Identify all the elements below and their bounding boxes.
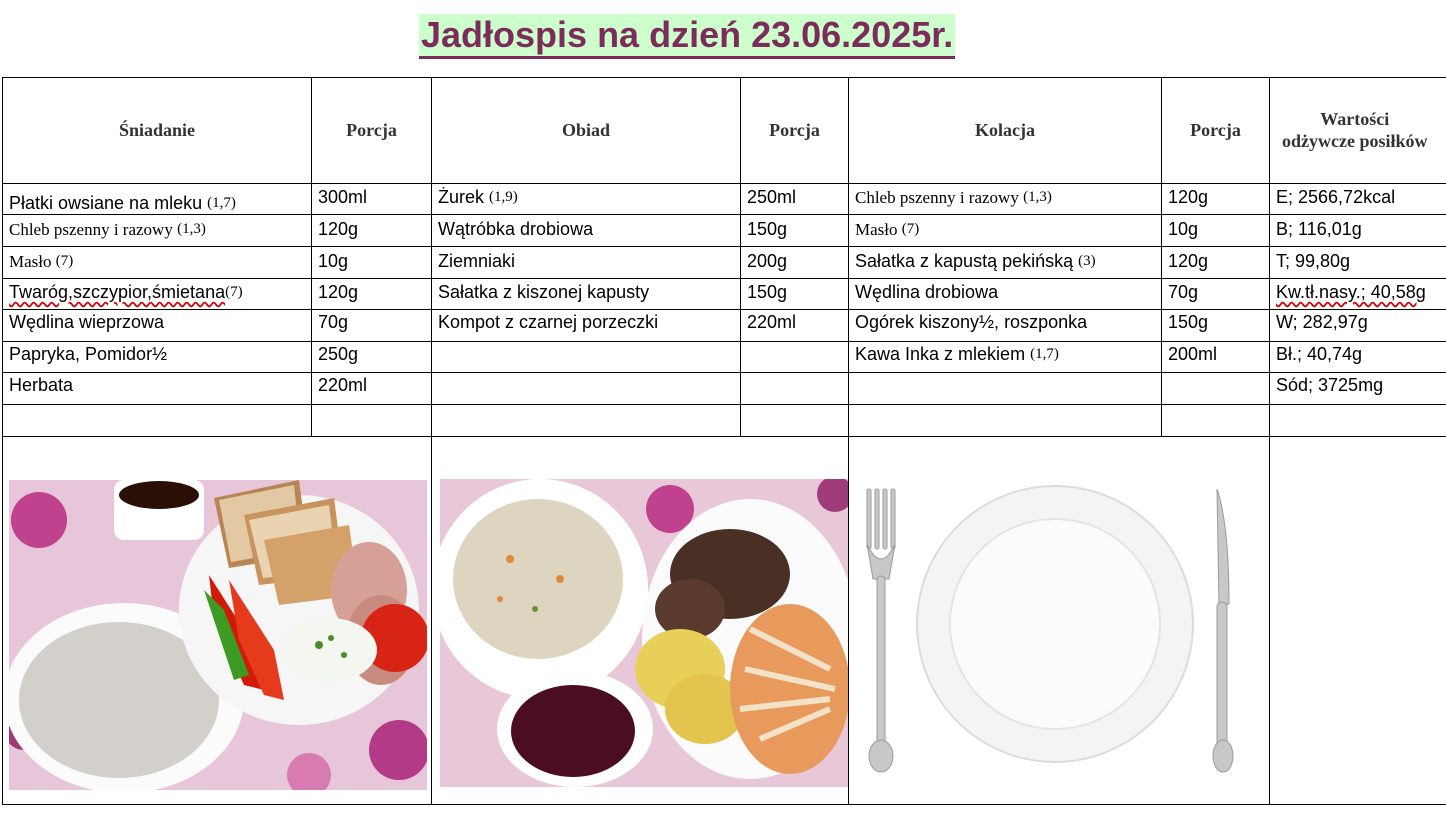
breakfast-item-4: Twaróg,szczypior,śmietana (7): [9, 282, 243, 302]
breakfast-item-1: Płatki owsiane na mleku (1,7): [9, 193, 236, 213]
header-nutrition-line2: odżywcze posiłków: [1282, 131, 1428, 151]
header-portion-breakfast: Porcja: [346, 120, 397, 140]
breakfast-portion-4: 120g: [318, 282, 359, 302]
dinner-item-1: Chleb pszenny i razowy (1,3): [855, 187, 1052, 207]
lunch-portion-1: 250ml: [747, 187, 797, 207]
header-portion-lunch: Porcja: [769, 120, 820, 140]
header-lunch: Obiad: [561, 120, 611, 140]
dinner-portion-1: 120g: [1168, 187, 1209, 207]
dinner-item-5: Ogórek kiszony½, roszponka: [855, 312, 1088, 332]
breakfast-item-5: Wędlina wieprzowa: [9, 312, 165, 332]
nutrition-fat: T; 99,80g: [1276, 251, 1351, 271]
header-breakfast: Śniadanie: [118, 120, 196, 140]
dinner-portion-5: 150g: [1168, 312, 1209, 332]
dinner-portion-3: 120g: [1168, 251, 1209, 271]
lunch-tray-photo: [440, 479, 848, 787]
nutrition-protein: B; 116,01g: [1276, 219, 1362, 239]
lunch-portion-2: 150g: [747, 219, 788, 239]
lunch-portion-3: 200g: [747, 251, 788, 271]
nutrition-carbs: W; 282,97g: [1276, 312, 1368, 332]
dinner-item-6: Kawa Inka z mlekiem (1,7): [855, 344, 1059, 364]
lunch-item-1: Żurek (1,9): [438, 187, 518, 207]
header-nutrition-line1: Wartości: [1320, 109, 1390, 129]
breakfast-item-6: Papryka, Pomidor½: [9, 344, 168, 364]
dinner-portion-6: 200ml: [1168, 344, 1218, 364]
breakfast-portion-5: 70g: [318, 312, 349, 332]
nutrition-fiber: Bł.; 40,74g: [1276, 344, 1363, 364]
header-portion-dinner: Porcja: [1190, 120, 1241, 140]
breakfast-portion-2: 120g: [318, 219, 359, 239]
lunch-item-2: Wątróbka drobiowa: [438, 219, 594, 239]
breakfast-item-3: Masło (7): [9, 251, 74, 271]
breakfast-item-7: Herbata: [9, 375, 74, 395]
dinner-portion-4: 70g: [1168, 282, 1199, 302]
lunch-item-4: Sałatka z kiszonej kapusty: [438, 282, 650, 302]
nutrition-sodium: Sód; 3725mg: [1276, 375, 1384, 395]
nutrition-energy: E; 2566,72kcal: [1276, 187, 1396, 207]
dinner-item-2: Masło (7): [855, 219, 920, 239]
breakfast-tray-photo: [9, 480, 427, 790]
dinner-item-4: Wędlina drobiowa: [855, 282, 999, 302]
header-dinner: Kolacja: [975, 120, 1035, 140]
breakfast-portion-1: 300ml: [318, 187, 368, 207]
header-nutrition: [1270, 77, 1446, 183]
lunch-portion-4: 150g: [747, 282, 788, 302]
breakfast-item-2: Chleb pszenny i razowy (1,3): [9, 219, 206, 239]
page-title: Jadłospis na dzień 23.06.2025r.: [419, 14, 955, 59]
lunch-item-5: Kompot z czarnej porzeczki: [438, 312, 659, 332]
breakfast-portion-7: 220ml: [318, 375, 368, 395]
lunch-portion-5: 220ml: [747, 312, 797, 332]
lunch-item-3: Ziemniaki: [438, 251, 516, 271]
empty-plate-fork-knife-photo: [857, 484, 1257, 784]
breakfast-portion-3: 10g: [318, 251, 349, 271]
dinner-portion-2: 10g: [1168, 219, 1199, 239]
dinner-item-3: Sałatka z kapustą pekińską (3): [855, 251, 1096, 271]
nutrition-saturated-fat: Kw.tł.nasy.; 40,58g: [1276, 282, 1426, 302]
breakfast-portion-6: 250g: [318, 344, 359, 364]
